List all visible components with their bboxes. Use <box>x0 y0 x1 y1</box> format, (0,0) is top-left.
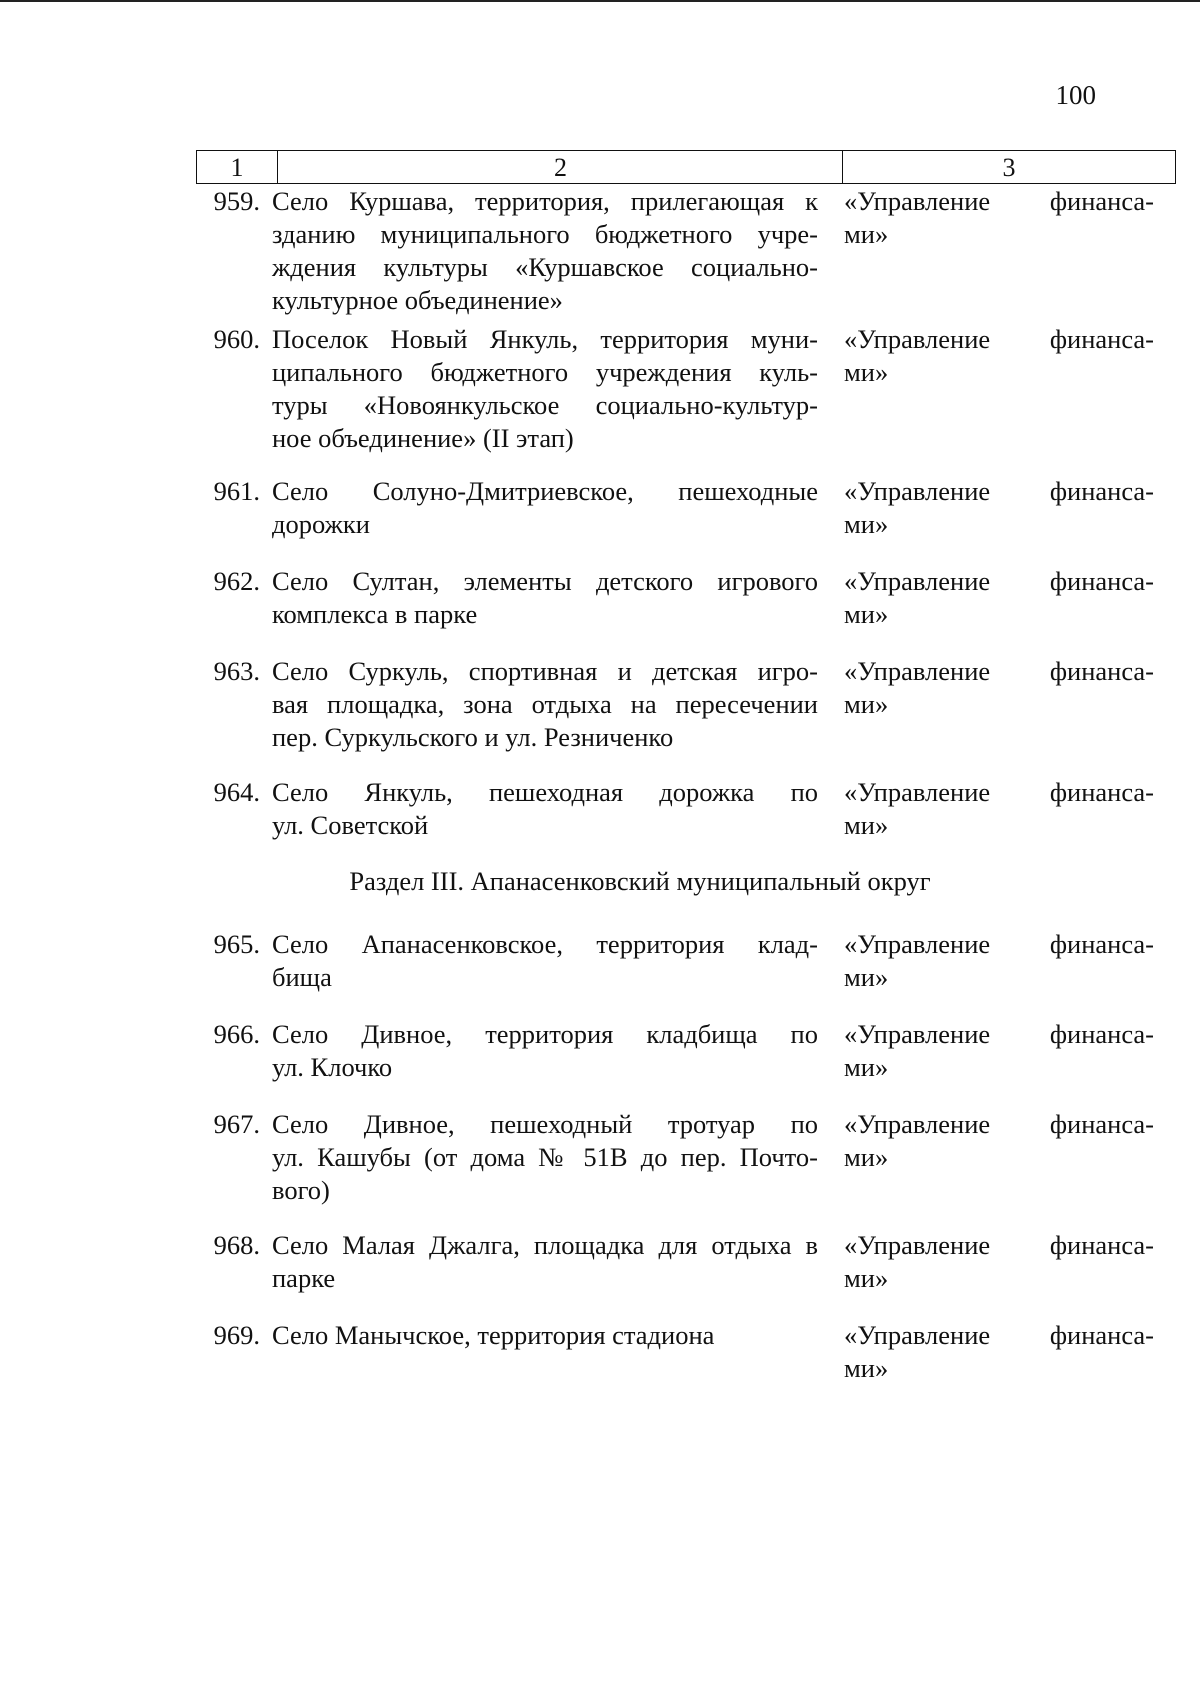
responsible-part-2: финанса- <box>1049 1230 1154 1260</box>
row-description <box>272 655 818 754</box>
responsible-part-3: ми» <box>844 1263 889 1293</box>
responsible-part-2: финанса- <box>1049 1320 1154 1350</box>
responsible-part-1: «Управление <box>844 566 991 596</box>
row-responsible <box>844 1319 1154 1385</box>
table-row <box>0 928 1200 994</box>
responsible-part-3: ми» <box>844 357 889 387</box>
responsible-part-3: ми» <box>844 509 889 539</box>
row-description <box>272 928 818 994</box>
responsible-part-1: «Управление <box>844 929 991 959</box>
row-description <box>272 1319 818 1385</box>
description-line: пер. Суркульского и ул. Резниченко <box>272 722 674 752</box>
responsible-part-2: финанса- <box>1049 566 1154 596</box>
responsible-part-2: финанса- <box>1049 1109 1154 1139</box>
row-number: 963. <box>213 656 260 686</box>
row-number: 967. <box>213 1109 260 1139</box>
description-line: вого) <box>272 1175 330 1205</box>
table-row <box>0 776 1200 842</box>
responsible-part-3: ми» <box>844 689 889 719</box>
description-line: Село Манычское, территория стадиона <box>272 1320 715 1350</box>
responsible-part-3: ми» <box>844 1052 889 1082</box>
header-col-2: 2 <box>277 151 843 183</box>
table-row <box>0 323 1200 455</box>
description-line: ное объединение» (II этап) <box>272 423 574 453</box>
row-number: 968. <box>213 1230 260 1260</box>
table-row <box>0 1319 1200 1385</box>
responsible-part-1: «Управление <box>844 1109 991 1139</box>
responsible-part-3: ми» <box>844 810 889 840</box>
header-col-1: 1 <box>230 153 244 182</box>
row-responsible <box>844 655 1154 754</box>
responsible-part-1: «Управление <box>844 1019 991 1049</box>
description-line: Поселок Новый Янкуль, территория муни- <box>272 324 818 354</box>
table-header <box>196 150 1176 184</box>
description-line: ципального бюджетного учреждения куль- <box>272 357 818 387</box>
description-line: Село Дивное, территория кладбища по <box>272 1019 818 1049</box>
row-number: 965. <box>213 929 260 959</box>
description-line: Село Янкуль, пешеходная дорожка по <box>272 777 818 807</box>
description-line: туры «Новоянкульское социально-культур- <box>272 390 818 420</box>
row-responsible <box>844 475 1154 541</box>
table-row <box>0 1229 1200 1295</box>
table-row <box>0 565 1200 631</box>
responsible-part-3: ми» <box>844 962 889 992</box>
description-line: культурное объединение» <box>272 285 563 315</box>
row-responsible <box>844 928 1154 994</box>
row-responsible <box>844 565 1154 631</box>
description-line: парке <box>272 1263 336 1293</box>
description-line: зданию муниципального бюджетного учре- <box>272 219 818 249</box>
row-number: 964. <box>213 777 260 807</box>
responsible-part-2: финанса- <box>1049 929 1154 959</box>
description-line: ул. Клочко <box>272 1052 393 1082</box>
table-row <box>0 185 1200 317</box>
row-description <box>272 565 818 631</box>
row-description <box>272 1018 818 1084</box>
page-number: 100 <box>1055 80 1096 110</box>
table-row <box>0 1108 1200 1207</box>
header-col-3: 3 <box>842 151 1175 183</box>
description-line: Село Султан, элементы детского игрового <box>272 566 818 596</box>
responsible-part-2: финанса- <box>1049 656 1154 686</box>
row-description <box>272 475 818 541</box>
table-row <box>0 655 1200 754</box>
description-line: ул. Кашубы (от дома № 51В до пер. Почто- <box>272 1142 818 1172</box>
row-description <box>272 323 818 455</box>
responsible-part-1: «Управление <box>844 476 991 506</box>
description-line: ул. Советской <box>272 810 429 840</box>
description-line: Село Куршава, территория, прилегающая к <box>272 186 818 216</box>
responsible-part-1: «Управление <box>844 777 991 807</box>
responsible-part-3: ми» <box>844 219 889 249</box>
responsible-part-1: «Управление <box>844 656 991 686</box>
responsible-part-3: ми» <box>844 1353 889 1383</box>
row-responsible <box>844 1108 1154 1207</box>
description-line: бища <box>272 962 332 992</box>
row-responsible <box>844 323 1154 455</box>
responsible-part-3: ми» <box>844 1142 889 1172</box>
row-responsible <box>844 776 1154 842</box>
row-number: 961. <box>213 476 260 506</box>
description-line: Село Апанасенковское, территория клад- <box>272 929 818 959</box>
row-number: 960. <box>213 324 260 354</box>
row-description <box>272 1108 818 1207</box>
description-line: дорожки <box>272 509 370 539</box>
row-number: 966. <box>213 1019 260 1049</box>
table-row <box>0 1018 1200 1084</box>
responsible-part-2: финанса- <box>1049 324 1154 354</box>
responsible-part-3: ми» <box>844 599 889 629</box>
responsible-part-2: финанса- <box>1049 476 1154 506</box>
section-title: Раздел III. Апанасенковский муниципальный округ <box>349 866 931 896</box>
responsible-part-2: финанса- <box>1049 186 1154 216</box>
row-responsible <box>844 185 1154 317</box>
row-number: 962. <box>213 566 260 596</box>
responsible-part-1: «Управление <box>844 1230 991 1260</box>
table-row <box>0 475 1200 541</box>
row-description <box>272 1229 818 1295</box>
row-description <box>272 185 818 317</box>
top-rule <box>0 0 1200 2</box>
responsible-part-1: «Управление <box>844 186 991 216</box>
row-number: 959. <box>213 186 260 216</box>
description-line: вая площадка, зона отдыха на пересечении <box>272 689 818 719</box>
responsible-part-1: «Управление <box>844 324 991 354</box>
row-number: 969. <box>213 1320 260 1350</box>
responsible-part-2: финанса- <box>1049 777 1154 807</box>
description-line: ждения культуры «Куршавское социально- <box>272 252 818 282</box>
responsible-part-1: «Управление <box>844 1320 991 1350</box>
row-responsible <box>844 1229 1154 1295</box>
description-line: Село Малая Джалга, площадка для отдыха в <box>272 1230 818 1260</box>
row-description <box>272 776 818 842</box>
row-responsible <box>844 1018 1154 1084</box>
description-line: комплекса в парке <box>272 599 478 629</box>
description-line: Село Солуно-Дмитриевское, пешеходные <box>272 476 818 506</box>
description-line: Село Суркуль, спортивная и детская игро- <box>272 656 818 686</box>
description-line: Село Дивное, пешеходный тротуар по <box>272 1109 818 1139</box>
responsible-part-2: финанса- <box>1049 1019 1154 1049</box>
